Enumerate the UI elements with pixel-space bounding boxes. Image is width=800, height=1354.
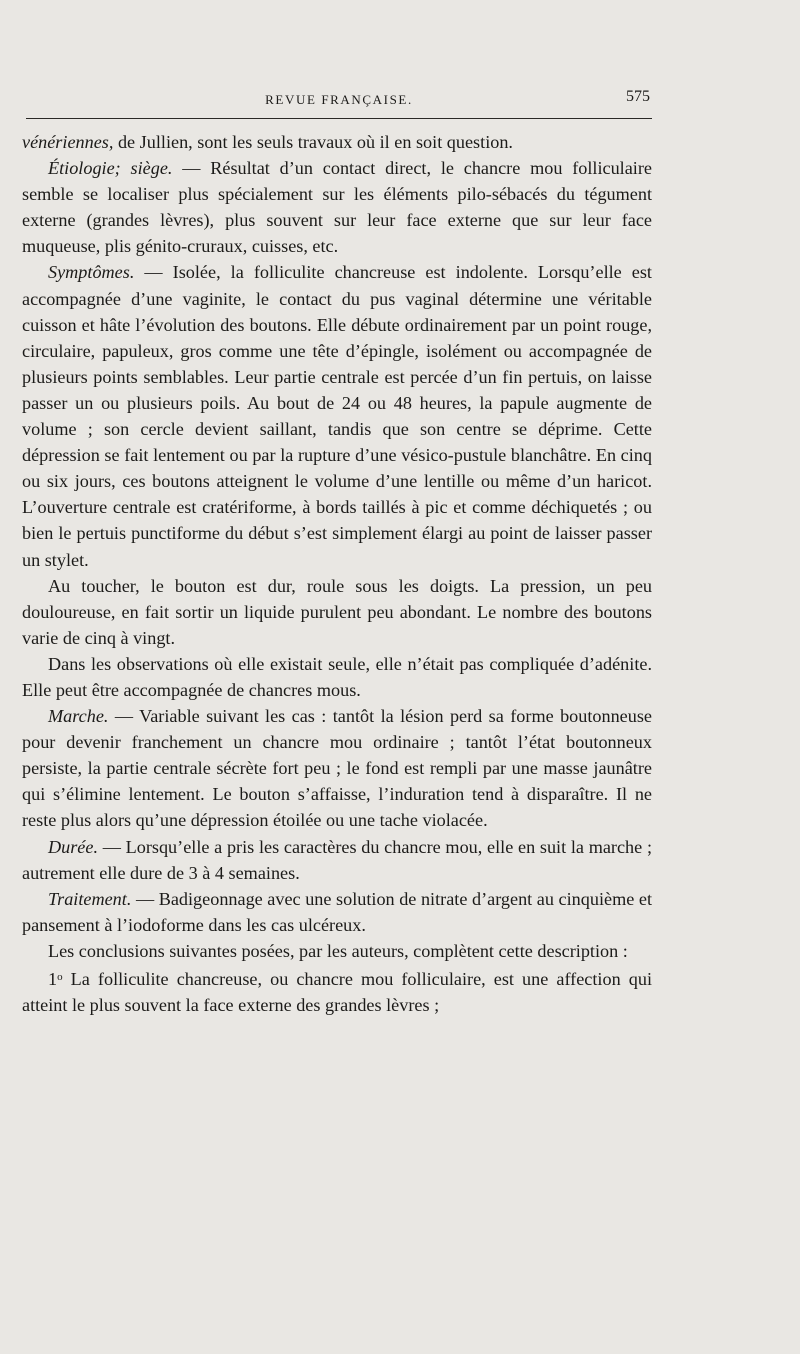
section-heading: Étiologie; siège. [48, 158, 173, 179]
paragraph-text: Dans les observations où elle existait seule, elle n’était pas compliquée d’adénite. Elle peut être accompagnée de chancres mous. [22, 653, 652, 700]
paragraph-text: — Variable suivant les cas : tantôt la lésion perd sa forme boutonneuse pour devenir franchement un chancre mou ordinaire ; tantôt l’état boutonneux persiste, la partie centrale sécrète fort peu ; le fond est rempli par une masse jaunâtre qui s’élimine lentement. Le bouton s’affaisse, l’induration tend à disparaître. Il ne reste plus alors qu’une dépression étoilée ou une tache violacée. [22, 706, 652, 831]
paragraph-continuation [22, 129, 652, 155]
section-heading: Symptômes. [48, 262, 135, 283]
paragraph-traitement [22, 886, 652, 938]
paragraph-text: — Résultat d’un contact direct, le chancre mou folliculaire semble se localiser plus spécialement sur les éléments pilo-sébacés du tégument externe (grandes lèvres), plus souvent sur leur face externe que sur leur face muqueuse, plis génito-cruraux, cuisses, etc. [22, 158, 652, 257]
paragraph-text: de Jullien, sont les seuls travaux où il en soit question. [113, 132, 513, 152]
section-heading: Marche. [48, 706, 109, 727]
paragraph-text: — Lorsqu’elle a pris les caractères du chancre mou, elle en suit la marche ; autrement elle dure de 3 à 4 semaines. [22, 836, 652, 883]
running-header [26, 88, 652, 112]
ordinal-superscript: o [57, 971, 63, 983]
paragraph-observations [22, 651, 652, 703]
italic-word: vénériennes, [22, 132, 114, 152]
running-title: REVUE FRANÇAISE. [265, 92, 413, 107]
section-heading: Durée. [48, 836, 98, 857]
paragraph-text: La folliculite chancreuse, ou chancre mou folliculaire, est une affection qui atteint le plus souvent la face externe des grandes lèvres ; [22, 969, 652, 1016]
section-heading: Traitement. [48, 888, 132, 909]
list-number: 1 [48, 969, 58, 989]
header-rule [26, 118, 652, 119]
paragraph-marche [22, 703, 652, 833]
paragraph-symptomes [22, 259, 652, 572]
paragraph-text: — Badigeonnage avec une solution de nitrate d’argent au cinquième et pansement à l’iodoforme dans les cas ulcéreux. [22, 888, 652, 935]
paragraph-conclusions [22, 938, 652, 964]
page-number: 575 [626, 88, 650, 105]
paragraph-toucher [22, 573, 652, 651]
paragraph-text: — Isolée, la folliculite chancreuse est indolente. Lorsqu’elle est accompagnée d’une vaginite, le contact du pus vaginal détermine une véritable cuisson et hâte l’évolution des boutons. Elle débute ordinairement par un point rouge, circulaire, papuleux, gros comme une tête d’épingle, isolément ou accompagnée de plusieurs points semblables. Leur partie centrale est percée d’un fin pertuis, on laisse passer un ou plusieurs poils. Au bout de 24 ou 48 heures, la papule augmente de volume ; son cercle devient saillant, tandis que son centre se déprime. Cette dépression se fait lentement ou par la rupture d’une vésico-pustule blanchâtre. En cinq ou six jours, ces boutons atteignent le volume d’une lentille ou même d’un haricot. L’ouverture centrale est cratériforme, à bords taillés à pic et comme déchiquetés ; ou bien le pertuis punctiforme du début s’est simplement élargi au point de laisser passer un stylet. [22, 262, 652, 570]
paragraph-etiologie [22, 155, 652, 259]
paragraph-text: Au toucher, le bouton est dur, roule sous les doigts. La pression, un peu douloureuse, en fait sortir un liquide purulent peu abondant. Le nombre des boutons varie de cinq à vingt. [22, 575, 652, 648]
body-text [22, 129, 652, 1018]
paragraph-duree [22, 834, 652, 886]
paragraph-text: Les conclusions suivantes posées, par les auteurs, complètent cette description : [48, 940, 628, 961]
paragraph-conclusion-1 [22, 964, 652, 1018]
